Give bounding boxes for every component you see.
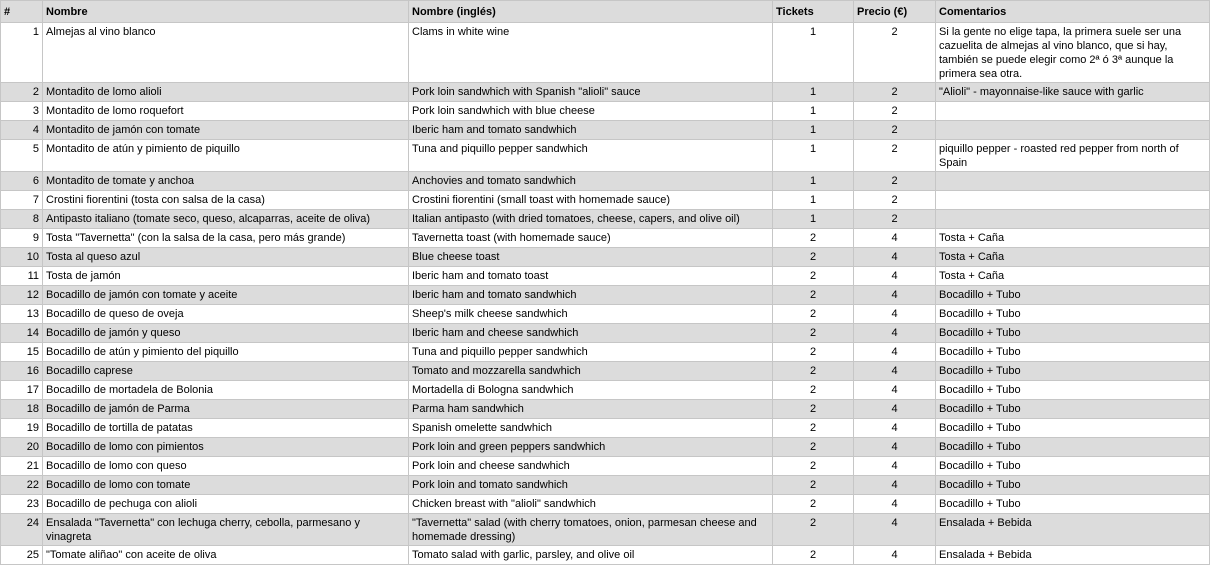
row-number-cell[interactable]: 23 <box>1 495 43 514</box>
row-number-cell[interactable]: 17 <box>1 381 43 400</box>
nombre-ingles-cell[interactable]: Iberic ham and tomato sandwhich <box>409 286 773 305</box>
row-number-cell[interactable]: 22 <box>1 476 43 495</box>
nombre-ingles-cell[interactable]: Iberic ham and tomato sandwhich <box>409 121 773 140</box>
nombre-ingles-cell[interactable]: Iberic ham and cheese sandwhich <box>409 324 773 343</box>
tickets-cell[interactable]: 1 <box>773 83 854 102</box>
precio-cell[interactable]: 4 <box>854 438 936 457</box>
comentarios-cell[interactable]: Bocadillo + Tubo <box>936 305 1210 324</box>
table-row <box>1 419 1210 438</box>
header-cell-nombre[interactable]: Nombre <box>43 1 409 23</box>
comentarios-cell[interactable]: piquillo pepper - roasted red pepper from north of Spain <box>936 140 1210 172</box>
nombre-ingles-cell[interactable]: Clams in white wine <box>409 23 773 83</box>
tickets-cell[interactable]: 2 <box>773 546 854 565</box>
header-cell-precio[interactable]: Precio (€) <box>854 1 936 23</box>
tickets-cell[interactable]: 2 <box>773 229 854 248</box>
table-row <box>1 514 1210 546</box>
tickets-cell[interactable]: 1 <box>773 102 854 121</box>
header-cell-number[interactable]: # <box>1 1 43 23</box>
precio-cell[interactable]: 4 <box>854 476 936 495</box>
nombre-cell[interactable]: Ensalada "Tavernetta" con lechuga cherry, cebolla, parmesano y vinagreta <box>43 514 409 546</box>
precio-cell[interactable]: 4 <box>854 267 936 286</box>
comentarios-cell[interactable]: Ensalada + Bebida <box>936 514 1210 546</box>
row-number-cell[interactable]: 3 <box>1 102 43 121</box>
precio-cell[interactable]: 2 <box>854 210 936 229</box>
nombre-ingles-cell[interactable]: Pork loin sandwhich with blue cheese <box>409 102 773 121</box>
nombre-ingles-cell[interactable]: Pork loin and tomato sandwhich <box>409 476 773 495</box>
table-row <box>1 229 1210 248</box>
precio-cell[interactable]: 4 <box>854 324 936 343</box>
nombre-cell[interactable]: Crostini fiorentini (tosta con salsa de la casa) <box>43 191 409 210</box>
precio-cell[interactable]: 4 <box>854 248 936 267</box>
nombre-cell[interactable]: Bocadillo caprese <box>43 362 409 381</box>
comentarios-cell[interactable]: Bocadillo + Tubo <box>936 343 1210 362</box>
table-row <box>1 400 1210 419</box>
row-number-cell[interactable]: 1 <box>1 23 43 83</box>
nombre-ingles-cell[interactable]: Blue cheese toast <box>409 248 773 267</box>
tickets-cell[interactable]: 2 <box>773 400 854 419</box>
tickets-cell[interactable]: 2 <box>773 286 854 305</box>
header-row <box>1 1 1210 23</box>
nombre-cell[interactable]: Montadito de atún y pimiento de piquillo <box>43 140 409 172</box>
tickets-cell[interactable]: 2 <box>773 324 854 343</box>
nombre-cell[interactable]: Tosta al queso azul <box>43 248 409 267</box>
nombre-ingles-cell[interactable]: Tuna and piquillo pepper sandwhich <box>409 140 773 172</box>
row-number-cell[interactable]: 12 <box>1 286 43 305</box>
nombre-cell[interactable]: Almejas al vino blanco <box>43 23 409 83</box>
nombre-ingles-cell[interactable]: Mortadella di Bologna sandwhich <box>409 381 773 400</box>
row-number-cell[interactable]: 2 <box>1 83 43 102</box>
precio-cell[interactable]: 4 <box>854 362 936 381</box>
nombre-cell[interactable]: Bocadillo de atún y pimiento del piquillo <box>43 343 409 362</box>
precio-cell[interactable]: 2 <box>854 83 936 102</box>
table-row <box>1 476 1210 495</box>
row-number-cell[interactable]: 8 <box>1 210 43 229</box>
nombre-ingles-cell[interactable]: Pork loin and green peppers sandwhich <box>409 438 773 457</box>
comentarios-cell[interactable] <box>936 191 1210 210</box>
nombre-ingles-cell[interactable]: Tavernetta toast (with homemade sauce) <box>409 229 773 248</box>
row-number-cell[interactable]: 10 <box>1 248 43 267</box>
precio-cell[interactable]: 4 <box>854 305 936 324</box>
precio-cell[interactable]: 4 <box>854 343 936 362</box>
nombre-cell[interactable]: Montadito de lomo roquefort <box>43 102 409 121</box>
header-cell-tickets[interactable]: Tickets <box>773 1 854 23</box>
table-row <box>1 343 1210 362</box>
nombre-cell[interactable]: Bocadillo de jamón de Parma <box>43 400 409 419</box>
comentarios-cell[interactable]: Bocadillo + Tubo <box>936 495 1210 514</box>
tickets-cell[interactable]: 2 <box>773 457 854 476</box>
table-row <box>1 324 1210 343</box>
precio-cell[interactable]: 4 <box>854 381 936 400</box>
nombre-cell[interactable]: Bocadillo de lomo con queso <box>43 457 409 476</box>
tickets-cell[interactable]: 2 <box>773 476 854 495</box>
row-number-cell[interactable]: 11 <box>1 267 43 286</box>
precio-cell[interactable]: 4 <box>854 546 936 565</box>
precio-cell[interactable]: 2 <box>854 121 936 140</box>
precio-cell[interactable]: 4 <box>854 495 936 514</box>
table-row <box>1 267 1210 286</box>
nombre-cell[interactable]: Bocadillo de tortilla de patatas <box>43 419 409 438</box>
tickets-cell[interactable]: 1 <box>773 140 854 172</box>
tickets-cell[interactable]: 2 <box>773 362 854 381</box>
comentarios-cell[interactable]: Si la gente no elige tapa, la primera suele ser una cazuelita de almejas al vino blanco, que si hay, también se puede elegir como 2ª ó 3ª aunque la primera sea otra. <box>936 23 1210 83</box>
precio-cell[interactable]: 2 <box>854 102 936 121</box>
tickets-cell[interactable]: 2 <box>773 381 854 400</box>
nombre-cell[interactable]: Bocadillo de pechuga con alioli <box>43 495 409 514</box>
row-number-cell[interactable]: 9 <box>1 229 43 248</box>
tickets-cell[interactable]: 1 <box>773 191 854 210</box>
table-row <box>1 248 1210 267</box>
comentarios-cell[interactable]: Bocadillo + Tubo <box>936 400 1210 419</box>
row-number-cell[interactable]: 25 <box>1 546 43 565</box>
nombre-cell[interactable]: Antipasto italiano (tomate seco, queso, alcaparras, aceite de oliva) <box>43 210 409 229</box>
table-row <box>1 210 1210 229</box>
precio-cell[interactable]: 4 <box>854 514 936 546</box>
row-number-cell[interactable]: 6 <box>1 172 43 191</box>
precio-cell[interactable]: 2 <box>854 172 936 191</box>
comentarios-cell[interactable] <box>936 102 1210 121</box>
nombre-cell[interactable]: "Tomate aliñao" con aceite de oliva <box>43 546 409 565</box>
nombre-cell[interactable]: Montadito de lomo alioli <box>43 83 409 102</box>
row-number-cell[interactable]: 24 <box>1 514 43 546</box>
comentarios-cell[interactable]: Tosta + Caña <box>936 248 1210 267</box>
nombre-ingles-cell[interactable]: Parma ham sandwhich <box>409 400 773 419</box>
table-row <box>1 102 1210 121</box>
nombre-cell[interactable]: Montadito de jamón con tomate <box>43 121 409 140</box>
nombre-ingles-cell[interactable]: Crostini fiorentini (small toast with homemade sauce) <box>409 191 773 210</box>
row-number-cell[interactable]: 7 <box>1 191 43 210</box>
table-row <box>1 381 1210 400</box>
tickets-cell[interactable]: 1 <box>773 23 854 83</box>
row-number-cell[interactable]: 15 <box>1 343 43 362</box>
tickets-cell[interactable]: 1 <box>773 121 854 140</box>
tickets-cell[interactable]: 1 <box>773 172 854 191</box>
tickets-cell[interactable]: 2 <box>773 305 854 324</box>
tickets-cell[interactable]: 2 <box>773 419 854 438</box>
nombre-ingles-cell[interactable]: Spanish omelette sandwhich <box>409 419 773 438</box>
comentarios-cell[interactable]: Tosta + Caña <box>936 229 1210 248</box>
table-row <box>1 83 1210 102</box>
precio-cell[interactable]: 4 <box>854 457 936 476</box>
nombre-cell[interactable]: Montadito de tomate y anchoa <box>43 172 409 191</box>
table-row <box>1 305 1210 324</box>
nombre-ingles-cell[interactable]: Iberic ham and tomato toast <box>409 267 773 286</box>
row-number-cell[interactable]: 4 <box>1 121 43 140</box>
header-cell-nombre-ingles[interactable]: Nombre (inglés) <box>409 1 773 23</box>
nombre-cell[interactable]: Bocadillo de jamón con tomate y aceite <box>43 286 409 305</box>
nombre-ingles-cell[interactable]: Tomato and mozzarella sandwhich <box>409 362 773 381</box>
row-number-cell[interactable]: 13 <box>1 305 43 324</box>
tickets-cell[interactable]: 2 <box>773 267 854 286</box>
nombre-cell[interactable]: Bocadillo de lomo con tomate <box>43 476 409 495</box>
nombre-ingles-cell[interactable]: Italian antipasto (with dried tomatoes, cheese, capers, and olive oil) <box>409 210 773 229</box>
table-row <box>1 286 1210 305</box>
nombre-cell[interactable]: Bocadillo de lomo con pimientos <box>43 438 409 457</box>
nombre-ingles-cell[interactable]: Pork loin sandwhich with Spanish "alioli" sauce <box>409 83 773 102</box>
row-number-cell[interactable]: 20 <box>1 438 43 457</box>
tickets-cell[interactable]: 2 <box>773 248 854 267</box>
comentarios-cell[interactable] <box>936 172 1210 191</box>
table-row <box>1 362 1210 381</box>
row-number-cell[interactable]: 21 <box>1 457 43 476</box>
comentarios-cell[interactable]: Bocadillo + Tubo <box>936 438 1210 457</box>
nombre-cell[interactable]: Tosta de jamón <box>43 267 409 286</box>
table-row <box>1 495 1210 514</box>
comentarios-cell[interactable]: "Alioli" - mayonnaise-like sauce with garlic <box>936 83 1210 102</box>
nombre-ingles-cell[interactable]: Chicken breast with "alioli" sandwhich <box>409 495 773 514</box>
precio-cell[interactable]: 4 <box>854 229 936 248</box>
table-row <box>1 172 1210 191</box>
tickets-cell[interactable]: 2 <box>773 495 854 514</box>
comentarios-cell[interactable]: Bocadillo + Tubo <box>936 362 1210 381</box>
nombre-cell[interactable]: Tosta "Tavernetta" (con la salsa de la casa, pero más grande) <box>43 229 409 248</box>
comentarios-cell[interactable]: Bocadillo + Tubo <box>936 476 1210 495</box>
nombre-cell[interactable]: Bocadillo de mortadela de Bolonia <box>43 381 409 400</box>
nombre-ingles-cell[interactable]: Anchovies and tomato sandwhich <box>409 172 773 191</box>
comentarios-cell[interactable]: Bocadillo + Tubo <box>936 419 1210 438</box>
tickets-cell[interactable]: 2 <box>773 343 854 362</box>
comentarios-cell[interactable]: Bocadillo + Tubo <box>936 286 1210 305</box>
nombre-ingles-cell[interactable]: Tuna and piquillo pepper sandwhich <box>409 343 773 362</box>
row-number-cell[interactable]: 19 <box>1 419 43 438</box>
comentarios-cell[interactable] <box>936 210 1210 229</box>
precio-cell[interactable]: 2 <box>854 23 936 83</box>
header-cell-comentarios[interactable]: Comentarios <box>936 1 1210 23</box>
precio-cell[interactable]: 2 <box>854 140 936 172</box>
comentarios-cell[interactable]: Bocadillo + Tubo <box>936 381 1210 400</box>
precio-cell[interactable]: 2 <box>854 191 936 210</box>
comentarios-cell[interactable]: Tosta + Caña <box>936 267 1210 286</box>
table-row <box>1 457 1210 476</box>
nombre-cell[interactable]: Bocadillo de jamón y queso <box>43 324 409 343</box>
precio-cell[interactable]: 4 <box>854 286 936 305</box>
nombre-ingles-cell[interactable]: Pork loin and cheese sandwhich <box>409 457 773 476</box>
table-row <box>1 438 1210 457</box>
comentarios-cell[interactable]: Ensalada + Bebida <box>936 546 1210 565</box>
table-row <box>1 121 1210 140</box>
tickets-cell[interactable]: 2 <box>773 514 854 546</box>
row-number-cell[interactable]: 16 <box>1 362 43 381</box>
row-number-cell[interactable]: 14 <box>1 324 43 343</box>
table-row <box>1 140 1210 172</box>
precio-cell[interactable]: 4 <box>854 400 936 419</box>
table-row <box>1 546 1210 565</box>
tickets-cell[interactable]: 1 <box>773 210 854 229</box>
row-number-cell[interactable]: 5 <box>1 140 43 172</box>
table-body <box>1 23 1210 565</box>
comentarios-cell[interactable]: Bocadillo + Tubo <box>936 324 1210 343</box>
comentarios-cell[interactable]: Bocadillo + Tubo <box>936 457 1210 476</box>
nombre-ingles-cell[interactable]: Tomato salad with garlic, parsley, and olive oil <box>409 546 773 565</box>
nombre-ingles-cell[interactable]: Sheep's milk cheese sandwhich <box>409 305 773 324</box>
row-number-cell[interactable]: 18 <box>1 400 43 419</box>
table-row <box>1 23 1210 83</box>
nombre-cell[interactable]: Bocadillo de queso de oveja <box>43 305 409 324</box>
tickets-cell[interactable]: 2 <box>773 438 854 457</box>
precio-cell[interactable]: 4 <box>854 419 936 438</box>
comentarios-cell[interactable] <box>936 121 1210 140</box>
table-row <box>1 191 1210 210</box>
nombre-ingles-cell[interactable]: "Tavernetta" salad (with cherry tomatoes, onion, parmesan cheese and homemade dressing) <box>409 514 773 546</box>
